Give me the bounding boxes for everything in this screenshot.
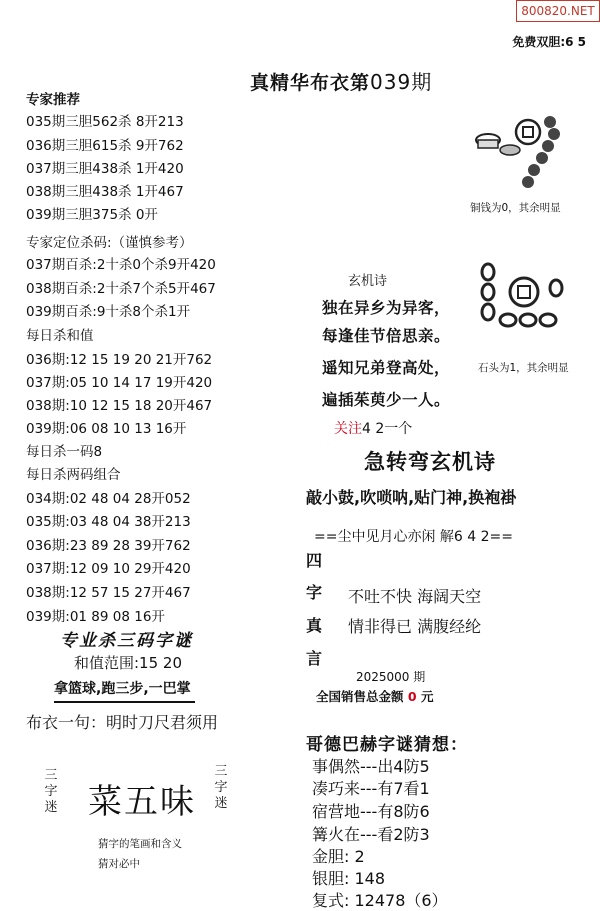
coins-stones-picture-icon xyxy=(470,110,580,196)
two-code-title: 每日杀两码组合 xyxy=(26,467,121,483)
position-line: 039期百杀:9十杀8个杀1开 xyxy=(26,304,191,320)
expert-line: 035期三胆562杀 8开213 xyxy=(26,114,184,130)
vertical-label-left: 三字迷 xyxy=(44,768,58,815)
stones-coins-picture-icon xyxy=(478,262,578,334)
goldbach-line: 宿营地---有8防6 xyxy=(312,802,430,821)
goldbach-line: 事偶然---出4防5 xyxy=(312,757,430,776)
sum-range: 和值范围:15 20 xyxy=(74,654,182,672)
sales-total xyxy=(316,687,433,705)
sum-line: 039期:06 08 10 13 16开 xyxy=(26,421,187,437)
riddle-word: 菜五味 xyxy=(88,782,196,822)
expert-line: 038期三胆438杀 1开467 xyxy=(26,184,184,200)
two-code-line: 034期:02 48 04 28开052 xyxy=(26,491,191,507)
position-title: 专家定位杀码:（谨慎参考） xyxy=(26,235,193,251)
goldbach-line: 银胆: 148 xyxy=(312,869,386,888)
one-code-kill: 每日杀一码8 xyxy=(26,444,103,460)
expert-line: 039期三胆375杀 0开 xyxy=(26,207,158,223)
position-line: 037期百杀:2十杀0个杀9开420 xyxy=(26,257,216,273)
riddle-basketball: 拿篮球,跑三步,一巴掌 xyxy=(54,678,195,703)
riddle-hint: 猜对必中 xyxy=(98,858,140,870)
title-prefix: 真精华布衣第 xyxy=(250,72,371,94)
sum-title: 每日杀和值 xyxy=(26,328,94,344)
focus-label: 关注 xyxy=(334,421,362,437)
two-code-line: 035期:03 48 04 38开213 xyxy=(26,514,191,530)
goldbach-line: 金胆: 2 xyxy=(312,847,365,866)
position-line: 038期百杀:2十杀7个杀5开467 xyxy=(26,281,216,297)
goldbach-line: 复式: 12478（6） xyxy=(312,891,448,910)
two-code-line: 039期:01 89 08 16开 xyxy=(26,609,165,625)
two-code-line: 037期:12 09 10 29开420 xyxy=(26,561,191,577)
title-issue: 039期 xyxy=(370,70,433,94)
four-word-char: 字 xyxy=(306,583,323,602)
page-title xyxy=(250,66,432,95)
focus-value: 4 2一个 xyxy=(362,421,413,437)
poem-title: 玄机诗 xyxy=(348,274,388,289)
goldbach-line: 凑巧来---有7看1 xyxy=(312,779,430,798)
four-word-char: 真 xyxy=(306,616,323,635)
two-code-line: 038期:12 57 15 27开467 xyxy=(26,585,191,601)
poem-line: 独在异乡为异客， xyxy=(322,299,451,317)
two-code-line: 036期:23 89 28 39开762 xyxy=(26,538,191,554)
moon-line: ==尘中见月心亦闲 解6 4 2== xyxy=(314,529,513,545)
focus-note xyxy=(334,418,412,438)
poem-line: 每逢佳节倍思亲。 xyxy=(322,327,451,345)
riddle-poem-title: 急转弯玄机诗 xyxy=(364,450,496,474)
sales-value: 0 xyxy=(407,689,417,704)
four-word-line: 情非得已 满腹经纶 xyxy=(348,617,482,636)
riddle-hint: 猜字的笔画和含义 xyxy=(98,838,182,850)
expert-line: 036期三胆615杀 9开762 xyxy=(26,138,184,154)
stones-caption: 石头为1，其余明显 xyxy=(478,362,569,374)
riddle-poem-text: 敲小鼓,吹唢呐,贴门神,换袍褂 xyxy=(306,488,517,507)
zimi-title: 专业杀三码字谜 xyxy=(60,631,193,651)
poem-line: 遍插茱萸少一人。 xyxy=(322,391,451,409)
buyi-sentence: 布衣一句：明时刀尺君须用 xyxy=(26,713,219,732)
site-badge[interactable]: 800820.NET xyxy=(516,0,600,22)
four-word-char: 四 xyxy=(306,551,323,570)
expert-line: 037期三胆438杀 1开420 xyxy=(26,161,184,177)
goldbach-title: 哥德巴赫字谜猜想： xyxy=(306,735,468,755)
sum-line: 038期:10 12 15 18 20开467 xyxy=(26,398,213,414)
sum-line: 037期:05 10 14 17 19开420 xyxy=(26,375,213,391)
coins-caption: 铜钱为0，其余明显 xyxy=(470,202,561,214)
vertical-label-right: 三字迷 xyxy=(214,764,228,811)
free-double-dan: 免费双胆:6 5 xyxy=(512,35,586,49)
goldbach-line: 篝火在---看2防3 xyxy=(312,825,430,844)
expert-title: 专家推荐 xyxy=(26,92,80,108)
sales-unit: 元 xyxy=(420,689,434,704)
sum-line: 036期:12 15 19 20 21开762 xyxy=(26,352,213,368)
issue-number: 2025000 期 xyxy=(356,670,426,684)
four-word-line: 不吐不快 海阔天空 xyxy=(348,587,482,606)
four-word-char: 言 xyxy=(306,649,323,668)
sales-label: 全国销售总金额 xyxy=(316,689,404,704)
poem-line: 遥知兄弟登高处， xyxy=(322,359,451,377)
